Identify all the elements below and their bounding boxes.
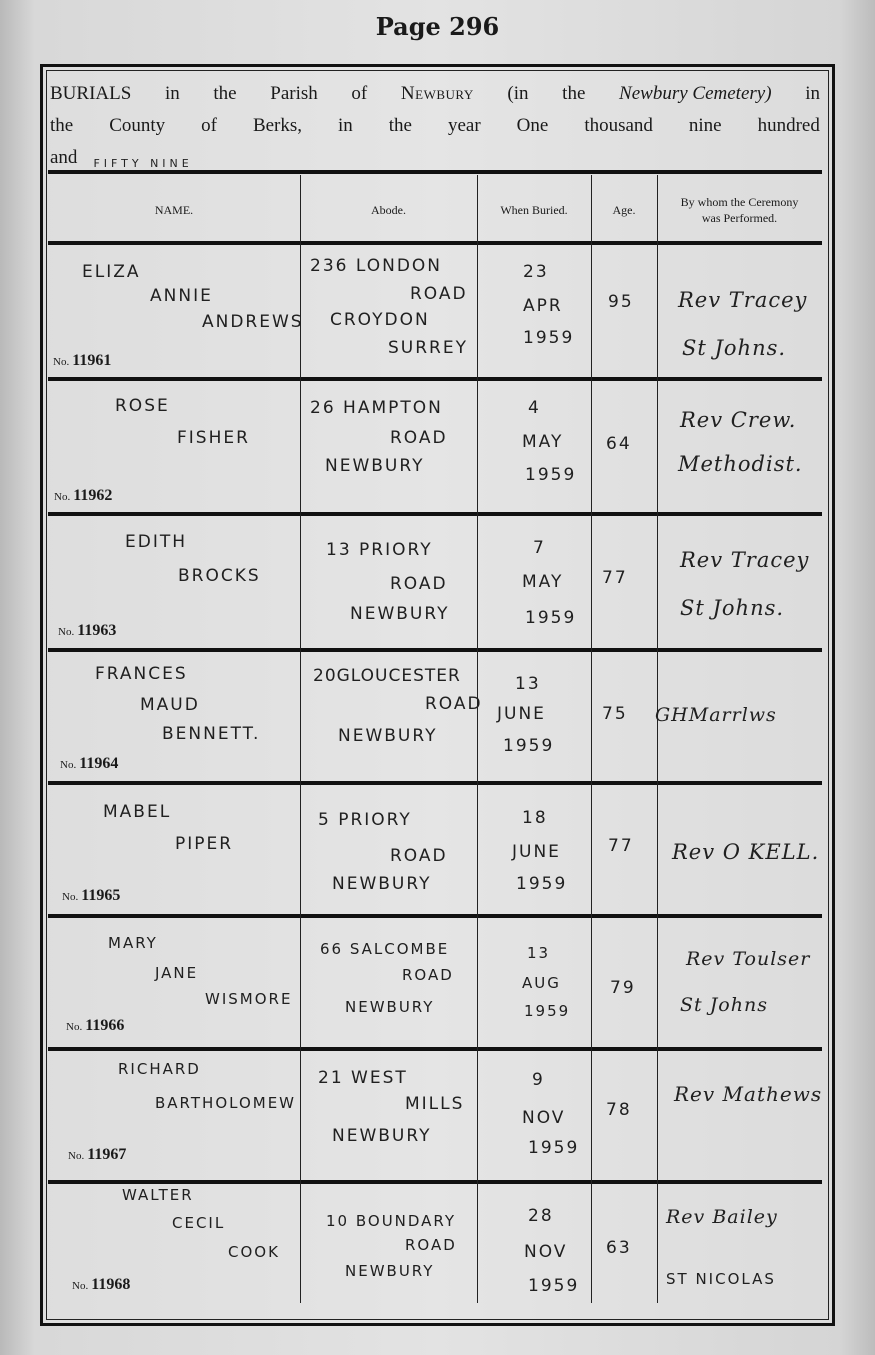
entry-number-value: 11962	[73, 487, 113, 504]
entry-ceremony-line: Rev O KELL.	[672, 840, 820, 864]
register-heading	[50, 78, 820, 174]
entry-ceremony-line: St Johns.	[680, 596, 785, 620]
entry-abode-line: 26 HAMPTON	[310, 398, 443, 418]
entry-abode-line: NEWBURY	[350, 604, 450, 624]
rule	[48, 781, 822, 785]
entry-ceremony-line: St Johns	[680, 994, 768, 1016]
entry-date-day: 13	[527, 944, 551, 962]
heading-word: hundred	[757, 115, 820, 136]
entry-age: 63	[606, 1238, 632, 1258]
entry-date-day: 23	[523, 262, 549, 282]
entry-name-line: EDITH	[125, 532, 188, 552]
entry-date-year: 1959	[524, 1002, 571, 1020]
entry-date-day: 28	[528, 1206, 554, 1226]
entry-number	[54, 487, 112, 505]
entry-abode-line: 13 PRIORY	[326, 540, 433, 560]
entry-age: 95	[608, 292, 634, 312]
entry-name-line: CECIL	[172, 1214, 226, 1232]
column-header-abode: Abode.	[371, 203, 406, 217]
entry-abode-line: ROAD	[425, 694, 483, 714]
entry-date-month: JUNE	[512, 842, 561, 862]
entry-number-label: No.	[58, 626, 75, 638]
year-handwritten: FIFTY NINE	[83, 155, 355, 174]
entry-ceremony-line: Rev Crew.	[680, 408, 797, 432]
entry-date-month: MAY	[522, 572, 564, 592]
entry-ceremony-line: Methodist.	[678, 452, 803, 476]
entry-abode-line: ROAD	[410, 284, 468, 304]
entry-name-line: FRANCES	[95, 664, 188, 684]
entry-date-day: 9	[532, 1070, 545, 1090]
entry-date-day: 13	[515, 674, 541, 694]
entry-name-line: RICHARD	[118, 1060, 201, 1078]
entry-abode-line: ROAD	[390, 428, 448, 448]
entry-age: 77	[608, 836, 634, 856]
entry-number	[53, 352, 111, 370]
column-divider	[300, 175, 301, 1303]
entry-number-value: 11968	[91, 1276, 131, 1293]
entry-name-line: BARTHOLOMEW	[155, 1094, 297, 1112]
rule	[48, 1047, 822, 1051]
entry-number-label: No.	[54, 491, 71, 503]
entry-number-label: No.	[62, 891, 79, 903]
entry-date-month: NOV	[522, 1108, 566, 1128]
ceremony-header-line: was Performed.	[701, 211, 778, 225]
entry-name-line: JANE	[155, 964, 199, 982]
heading-word: the	[50, 115, 74, 136]
entry-age: 79	[610, 978, 636, 998]
entry-ceremony-line: Rev Bailey	[666, 1206, 778, 1228]
entry-number	[62, 887, 120, 905]
column-divider	[657, 175, 658, 1303]
entry-abode-line: 10 BOUNDARY	[326, 1212, 457, 1230]
entry-name-line: ANNIE	[150, 286, 213, 306]
rule	[48, 170, 822, 174]
entry-abode-line: ROAD	[405, 1236, 457, 1254]
entry-ceremony-line: Rev Tracey	[678, 288, 808, 312]
entry-abode-line: 66 SALCOMBE	[320, 940, 450, 958]
entry-abode-line: NEWBURY	[325, 456, 425, 476]
entry-ceremony-line: Rev Tracey	[680, 548, 810, 572]
heading-word: in	[164, 83, 180, 104]
entry-number-value: 11965	[81, 887, 121, 904]
entry-abode-line: CROYDON	[330, 310, 430, 330]
entry-abode-line: ROAD	[402, 966, 454, 984]
entry-number-value: 11966	[85, 1017, 125, 1034]
heading-word: in	[338, 115, 353, 136]
county-name: Berks,	[252, 115, 303, 136]
entry-number	[72, 1276, 130, 1294]
heading-word: County	[109, 115, 166, 136]
rule	[48, 377, 822, 381]
heading-word: Parish	[270, 83, 318, 104]
entry-name-line: PIPER	[175, 834, 234, 854]
heading-word: in	[805, 83, 820, 104]
entry-number	[66, 1017, 124, 1035]
entry-date-year: 1959	[523, 328, 575, 348]
entry-date-day: 18	[522, 808, 548, 828]
page-title: Page 296	[375, 12, 500, 41]
entry-name-line: WISMORE	[205, 990, 293, 1008]
entry-ceremony-line: St Johns.	[682, 336, 787, 360]
entry-name-line: MARY	[108, 934, 158, 952]
entry-name-line: BROCKS	[178, 566, 261, 586]
entry-abode-line: NEWBURY	[332, 1126, 432, 1146]
entry-date-year: 1959	[528, 1276, 580, 1296]
entry-age: 78	[606, 1100, 632, 1120]
column-header-age: Age.	[612, 203, 636, 217]
entry-name-line: BENNETT.	[162, 724, 261, 744]
entry-date-year: 1959	[503, 736, 555, 756]
entry-abode-line: 5 PRIORY	[318, 810, 412, 830]
heading-word: of	[351, 83, 368, 104]
entry-date-year: 1959	[525, 465, 577, 485]
heading-word: year	[447, 115, 481, 136]
entry-number-value: 11967	[87, 1146, 127, 1163]
rule	[48, 512, 822, 516]
entry-abode-line: 236 LONDON	[310, 256, 443, 276]
entry-abode-line: ROAD	[390, 846, 448, 866]
column-header-when-buried: When Buried.	[500, 203, 568, 217]
heading-word: the	[562, 83, 586, 104]
parish-name: Newbury	[400, 83, 474, 104]
entry-number	[60, 755, 118, 773]
entry-abode-line: SURREY	[388, 338, 468, 358]
entry-date-year: 1959	[516, 874, 568, 894]
heading-word: One	[516, 115, 549, 136]
heading-word: nine	[688, 115, 722, 136]
entry-name-line: ELIZA	[82, 262, 141, 282]
entry-abode-line: NEWBURY	[345, 998, 435, 1016]
column-divider	[591, 175, 592, 1303]
column-header-name: NAME.	[154, 203, 194, 217]
ceremony-header-line: By whom the Ceremony	[680, 195, 799, 209]
entry-number-value: 11963	[77, 622, 117, 639]
entry-name-line: FISHER	[177, 428, 250, 448]
entry-abode-line: ROAD	[390, 574, 448, 594]
heading-word: thousand	[584, 115, 653, 136]
entry-ceremony-line: Rev Mathews	[674, 1082, 823, 1106]
entry-date-month: MAY	[522, 432, 564, 452]
entry-abode-line: 20GLOUCESTER	[313, 666, 461, 686]
entry-number-label: No.	[53, 356, 70, 368]
entry-number-value: 11964	[79, 755, 119, 772]
entry-date-day: 4	[528, 398, 541, 418]
entry-number	[68, 1146, 126, 1164]
heading-word: the	[388, 115, 412, 136]
rule	[48, 648, 822, 652]
entry-ceremony-line: ST NICOLAS	[666, 1270, 776, 1288]
entry-abode-line: MILLS	[405, 1094, 465, 1114]
entry-date-year: 1959	[528, 1138, 580, 1158]
entry-abode-line: NEWBURY	[345, 1262, 435, 1280]
entry-abode-line: NEWBURY	[332, 874, 432, 894]
entry-abode-line: NEWBURY	[338, 726, 438, 746]
entry-number-label: No.	[68, 1150, 85, 1162]
rule	[48, 914, 822, 918]
heading-word: of	[201, 115, 217, 136]
column-header-ceremony	[657, 177, 822, 243]
column-divider	[477, 175, 478, 1303]
entry-name-line: ROSE	[115, 396, 170, 416]
entry-date-month: AUG	[522, 974, 561, 992]
entry-age: 77	[602, 568, 628, 588]
entry-name-line: WALTER	[122, 1186, 194, 1204]
entry-date-month: NOV	[524, 1242, 568, 1262]
entry-date-month: APR	[523, 296, 563, 316]
entry-number-value: 11961	[72, 352, 112, 369]
heading-word: BURIALS	[50, 83, 132, 104]
entry-date-month: JUNE	[497, 704, 546, 724]
entry-ceremony-line: Rev Toulser	[686, 948, 811, 970]
entry-age: 75	[602, 704, 628, 724]
heading-word: the	[213, 83, 237, 104]
entry-name-line: MAUD	[140, 695, 200, 715]
entry-number-label: No.	[72, 1280, 89, 1292]
entry-number-label: No.	[66, 1021, 83, 1033]
entry-date-year: 1959	[525, 608, 577, 628]
heading-word: (in	[507, 83, 529, 104]
entry-name-line: ANDREWS	[202, 312, 304, 332]
entry-ceremony-signature: GHMarrlws	[655, 704, 777, 726]
entry-number	[58, 622, 116, 640]
entry-number-label: No.	[60, 759, 77, 771]
entry-date-day: 7	[533, 538, 546, 558]
entry-age: 64	[606, 434, 632, 454]
cemetery-name: Newbury Cemetery)	[619, 83, 772, 104]
heading-word: and	[50, 147, 78, 168]
entry-abode-line: 21 WEST	[318, 1068, 408, 1088]
entry-name-line: MABEL	[103, 802, 172, 822]
rule	[48, 1180, 822, 1184]
entry-name-line: COOK	[228, 1243, 280, 1261]
